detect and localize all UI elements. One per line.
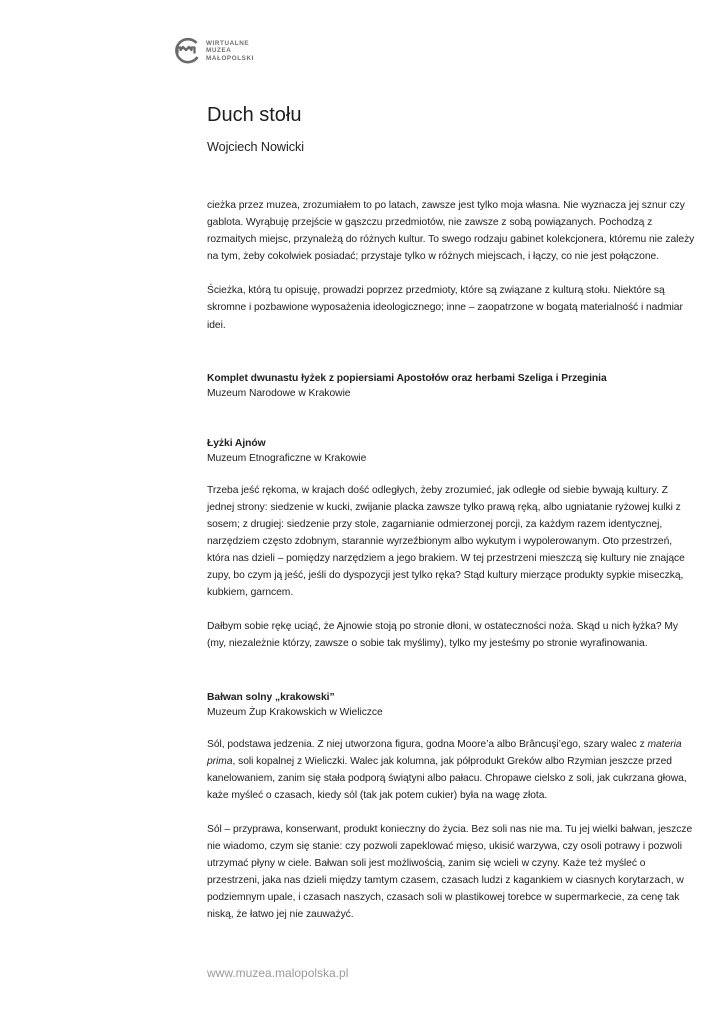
logo-wordmark: [206, 40, 254, 62]
ainu-paragraph-2: Dałbym sobie rękę uciąć, że Ajnowie stoją po stronie dłoni, w ostateczności noża. Skąd u nich łyżka? My (my, niezależnie którzy, zawsze o sobie tak myślimy), tylko my jesteśmy po stronie wyrafinowania.: [207, 621, 679, 650]
site-logo: [172, 36, 254, 66]
salt-paragraph-1-start: Sól, podstawa jedzenia. Z niej utworzona figura, godna Moore’a albo Brâncuşi’ego, szary walec z: [207, 738, 648, 750]
object-title-ainu-spoons: Łyżki Ajnów: [207, 437, 266, 449]
salt-paragraph-1: [207, 736, 697, 804]
logo-line-2: MUZEA: [206, 47, 232, 55]
object-museum-etnograficzne: Muzeum Etnograficzne w Krakowie: [207, 452, 367, 464]
museum-network-logo-icon: [172, 36, 202, 66]
author-name: Wojciech Nowicki: [207, 140, 304, 154]
salt-paragraph-1-emphasis: materia prima: [207, 738, 682, 767]
ainu-paragraph-1: Trzeba jeść rękoma, w krajach dość odległych, żeby zrozumieć, jak odległe od siebie bywają kultury. Z jednej strony: siedzenie w kucki, zwijanie placka zawsze tylko prawą ręką, albo ugniatanie ryżowej kulki z sosem; z drugiej: siedzenie przy stole, zagarnianie odmierzonej porcji, za każdym razem identycznej, narzędziem często zdobnym, starannie wyrzeźbionym albo wykutym i wypolerowanym. Oto przestrzeń, która nas dzieli – pomiędzy narzędziem a jego brakiem. W tej przestrzeni mieszczą się kultury nie znające zupy, bo czym ją jeść, jeśli do dyspozycji jest tylko ręka? Stąd kultury mierzące produkty sypkie miseczką, kubkiem, garncem.: [207, 484, 685, 599]
object-museum-narodowe: Muzeum Narodowe w Krakowie: [207, 387, 351, 399]
object-title-salt-figure: Bałwan solny „krakowski”: [207, 691, 335, 703]
page-title: Duch stołu: [207, 104, 302, 126]
object-title-spoons-apostles: Komplet dwunastu łyżek z popiersiami Apostołów oraz herbami Szeliga i Przeginia: [207, 372, 607, 384]
logo-line-1: WIRTUALNE: [206, 39, 250, 47]
footer-url: www.muzea.malopolska.pl: [207, 966, 349, 980]
salt-paragraph-2: Sól – przyprawa, konserwant, produkt konieczny do życia. Bez soli nas nie ma. Tu jej wielki bałwan, jeszcze nie wiadomo, czym się stanie: czy pozwoli zapeklować mięso, ukisić warzywa, czy osoli potrawy i pozwoli utrzymać płyny w ciele. Bałwan soli jest możliwością, zanim się wcieli w czyny. Każe też myśleć o przestrzeni, jaka nas dzieli między tamtym czasem, czasach ludzi z kagankiem w ciasnych korytarzach, w podziemnym upale, i czasach naszych, czasach soli w plastikowej torebce w supermarkecie, za cenę tak niską, że łatwo jej nie zauważyć.: [207, 823, 693, 921]
intro-paragraph-2: Ścieżka, którą tu opisuję, prowadzi poprzez przedmioty, które są związane z kulturą stołu. Niektóre są skromne i pozbawione wyposażenia ideologicznego; inne – zaopatrzone w bogatą materialność i nadmiar idei.: [207, 285, 683, 331]
salt-paragraph-1-end: , soli kopalnej z Wieliczki. Walec jak kolumna, jak półprodukt Greków albo Rzymian jeszcze przed kanelowaniem, zanim się stała podporą świątyni albo pałacu. Chropawe cielsko z soli, jak cukrzana głowa, każe myśleć o czasach, kiedy sól (tak jak potem cukier) była na wagę złota.: [207, 755, 687, 801]
logo-line-3: MAŁOPOLSKI: [206, 54, 254, 62]
intro-paragraph-1: cieżka przez muzea, zrozumiałem to po latach, zawsze jest tylko moja własna. Nie wyznacza jej sznur czy gablota. Wyrąbuję przejście w gąszczu przedmiotów, nie zawsze z sobą powiązanych. Pochodzą z rozmaitych miejsc, przynależą do różnych kultur. To swego rodzaju gabinet kolekcjonera, któremu nie zależy na tym, żeby cokolwiek posiadać; przystaje tylko w różnych miejscach, i łączy, co nie jest połączone.: [207, 200, 695, 263]
object-museum-wieliczka: Muzeum Żup Krakowskich w Wieliczce: [207, 706, 383, 718]
article-body: [207, 197, 697, 923]
